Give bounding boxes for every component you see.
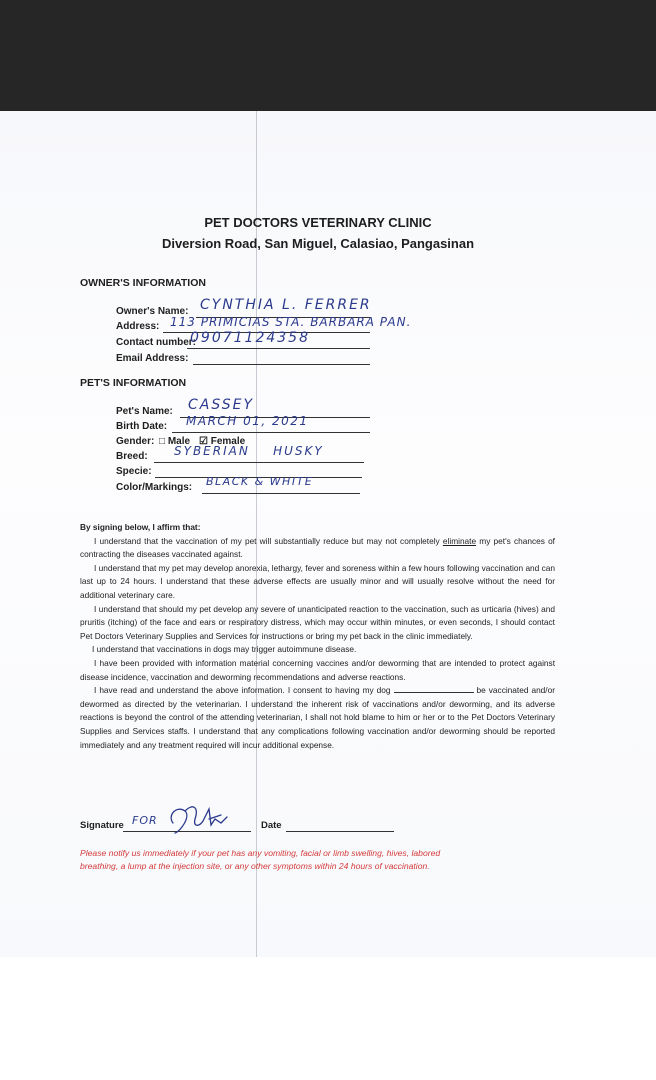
- email-line[interactable]: [193, 364, 370, 365]
- email-label: Email Address:: [116, 353, 189, 364]
- signature-label: Signature: [80, 820, 124, 831]
- address-value[interactable]: 113 PRIMICIAS STA. BARBARA PAN.: [170, 315, 412, 329]
- contact-value[interactable]: 09071124358: [190, 330, 310, 346]
- breed-line: [154, 462, 364, 463]
- signature-for-text: FOR: [132, 814, 158, 827]
- specie-label: Specie:: [116, 466, 152, 477]
- affirmation-paragraph-6: I have read and understand the above information. I consent to having my dog be vaccinated and/or dewormed as directed by the veterinarian. I understand the inherent risk of vaccinations and/or deworming, and its adverse reactions is beyond the control of the attending veterinarian, I shall not hold blame to him or her or to the Pet Doctors Veterinary Supplies and Services staffs. I understand that any complications following vaccination and/or deworming should be reported immediately and any treatment required will incur additional expense.: [80, 685, 555, 750]
- scanner-dark-band: [0, 0, 656, 112]
- contact-line: [187, 348, 370, 349]
- owner-name-value[interactable]: CYNTHIA L. FERRER: [200, 297, 372, 313]
- affirmation-paragraph-4: I understand that vaccinations in dogs may trigger autoimmune disease.: [92, 644, 357, 655]
- dog-name-blank[interactable]: [394, 684, 474, 693]
- color-markings-value[interactable]: BLACK & WHITE: [206, 475, 314, 488]
- clinic-address: Diversion Road, San Miguel, Calasiao, Pangasinan: [161, 236, 475, 251]
- affirmation-heading: By signing below, I affirm that:: [80, 522, 201, 532]
- eliminate-word: eliminate: [442, 535, 477, 546]
- date-line[interactable]: [286, 831, 394, 832]
- gender-female-option[interactable]: ☑ Female: [199, 436, 246, 447]
- affirmation-text: [80, 521, 555, 752]
- signature-scribble-icon: [165, 801, 235, 837]
- pet-section-heading: PET'S INFORMATION: [80, 377, 187, 389]
- pet-name-label: Pet's Name:: [116, 406, 173, 417]
- owner-name-label: Owner's Name:: [116, 306, 189, 317]
- address-label: Address:: [116, 321, 160, 332]
- affirmation-paragraph-1: I understand that the vaccination of my pet will substantially reduce but may not completely eliminate my pet's chances of contracting the diseases vaccinated against.: [80, 535, 555, 560]
- date-label: Date: [261, 820, 282, 831]
- birth-date-label: Birth Date:: [116, 421, 168, 432]
- color-markings-line: [202, 493, 360, 494]
- affirmation-paragraph-2: I understand that my pet may develop anorexia, lethargy, fever and soreness within a few hours following vaccination and can last up to 24 hours. I understand that these adverse effects are usually minor and will usually resolve without the need for additional veterinary care.: [80, 562, 555, 600]
- gender-male-option[interactable]: □ Male: [159, 436, 191, 447]
- gender-label: Gender:: [116, 436, 155, 447]
- symptom-notice: Please notify us immediately if your pet has any vomiting, facial or limb swelling, hives, labored breathing, a lump at the injection site, or any other symptoms within 24 hours of vaccination.: [80, 848, 441, 871]
- color-markings-label: Color/Markings:: [116, 482, 193, 493]
- affirmation-paragraph-5: I have been provided with information material concerning vaccines and/or deworming that are intended to protect against disease incidence, vaccination and deworming recommendations and adverse reactions.: [80, 657, 555, 682]
- breed-label: Breed:: [116, 451, 148, 462]
- breed-value[interactable]: SYBERIAN HUSKY: [174, 444, 324, 458]
- birth-date-value[interactable]: MARCH 01, 2021: [186, 414, 309, 428]
- contact-label: Contact number:: [116, 337, 196, 348]
- birth-date-line: [172, 432, 370, 433]
- pet-name-value[interactable]: CASSEY: [188, 397, 255, 413]
- affirmation-paragraph-3: I understand that should my pet develop any severe of unanticipated reaction to the vaccination, such as urticaria (hives) and pruritis (itching) of the face and ears or respiratory distress, which may occur within minutes, or even seconds, I should contact Pet Doctors Veterinary Supplies and Services for instructions or bring my pet back in the clinic immediately.: [80, 603, 555, 641]
- clinic-name: PET DOCTORS VETERINARY CLINIC: [204, 215, 432, 230]
- owner-section-heading: OWNER'S INFORMATION: [80, 277, 206, 289]
- consent-form-page: [0, 111, 656, 957]
